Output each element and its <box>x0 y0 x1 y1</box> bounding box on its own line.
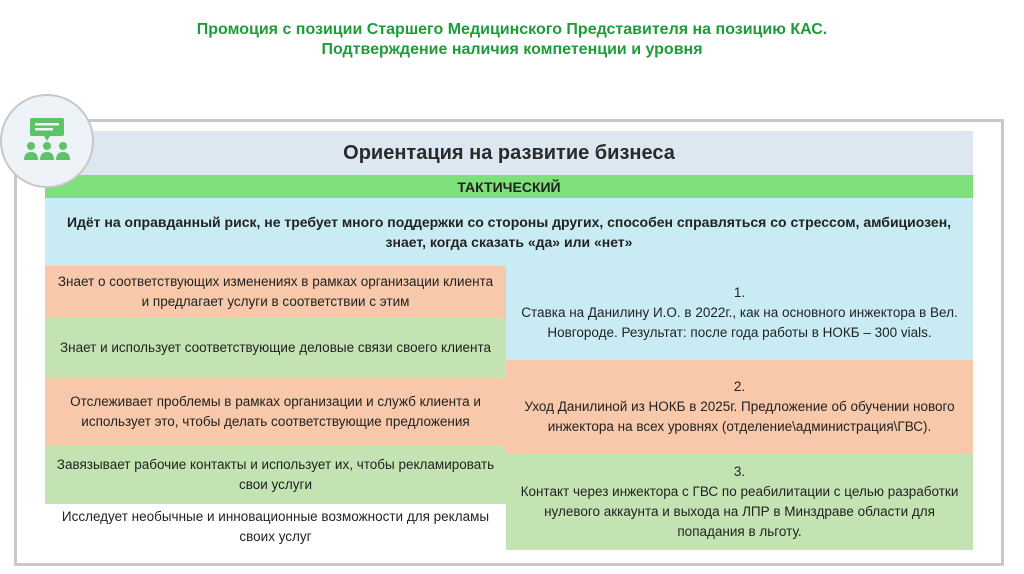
example-number: 3. <box>733 464 746 479</box>
example-number: 2. <box>733 379 746 394</box>
example-item-2 <box>506 360 973 454</box>
example-text: Контакт через инжектора с ГВС по реабилитации с целью разработки нулевого аккаунта и выхода на ЛПР в Минздраве области для попадания в льготу. <box>520 484 959 539</box>
slide-title-line2: Подтверждение наличия компетенции и уровня <box>321 41 703 58</box>
competency-item: Исследует необычные и инновационные возможности для рекламы своих услуг <box>45 504 506 550</box>
level-description: Идёт на оправданный риск, не требует много поддержки со стороны других, способен справляться со стрессом, амбициозен, знает, когда сказать «да» или «нет» <box>45 198 973 266</box>
slide-title-line1: Промоция с позиции Старшего Медицинского Представителя на позицию КАС. <box>196 21 828 38</box>
competency-item: Знает о соответствующих изменениях в рамках организации клиента и предлагает услуги в соответствии с этим <box>45 266 506 318</box>
level-band: ТАКТИЧЕСКИЙ <box>45 175 973 198</box>
example-item-1 <box>506 266 973 360</box>
competency-item: Завязывает рабочие контакты и использует их, чтобы рекламировать свои услуги <box>45 446 506 504</box>
section-heading: Ориентация на развитие бизнеса <box>45 131 973 175</box>
example-item-3 <box>506 454 973 550</box>
competency-item: Знает и использует соответствующие деловые связи своего клиента <box>45 318 506 378</box>
slide-title <box>0 20 1024 60</box>
team-discussion-icon <box>0 94 94 188</box>
example-number: 1. <box>733 285 746 300</box>
competency-item: Отслеживает проблемы в рамках организации и служб клиента и использует это, чтобы делать соответствующие предложения <box>45 378 506 446</box>
example-text: Уход Данилиной из НОКБ в 2025г. Предложение об обучении нового инжектора на всех уровнях (отделение\администрация\ГВС). <box>524 399 955 434</box>
example-text: Ставка на Данилину И.О. в 2022г., как на основного инжектора в Вел. Новгороде. Результат: после года работы в НОКБ – 300 vials. <box>521 305 958 340</box>
